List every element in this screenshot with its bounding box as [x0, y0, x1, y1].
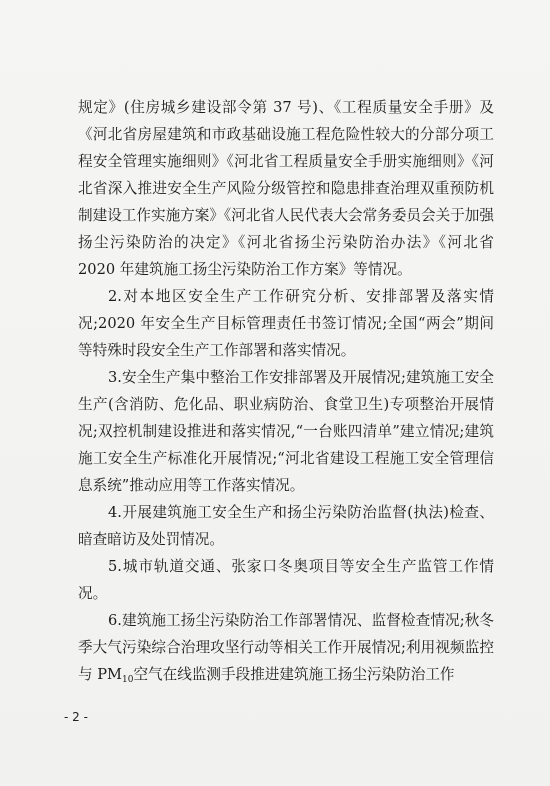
- paragraph-item-6: [78, 607, 494, 688]
- paragraph-item-2: 2.对本地区安全生产工作研究分析、安排部署及落实情况;2020 年安全生产目标管理责任书签订情况;全国“两会”期间等特殊时段安全生产工作部署和落实情况。: [78, 288, 494, 359]
- paragraph-regulations-list: 规定》(住房城乡建设部令第 37 号)、《工程质量安全手册》及《河北省房屋建筑和市政基础设施工程危险性较大的分部分项工程安全管理实施细则》《河北省工程质量安全手册实施细则》《河北省深入推进安全生产风险分级管控和隐患排查治理双重预防机制建设工作实施方案》《河北省人民代表大会常务委员会关于加强扬尘污染防治的决定》《河北省扬尘污染防治办法》《河北省 2020 年建筑施工扬尘污染防治工作方案》等情况。: [78, 99, 494, 278]
- paragraph-item-4: 4.开展建筑施工安全生产和扬尘污染防治监督(执法)检查、暗查暗访及处罚情况。: [78, 504, 494, 548]
- page-number: - 2 -: [64, 710, 88, 724]
- paragraph-item-6-text-before: 6.建筑施工扬尘污染防治工作部署情况、监督检查情况;秋冬季大气污染综合治理攻坚行动等相关工作开展情况;利用视频监控与: [78, 612, 494, 683]
- paragraph-item-5: 5.城市轨道交通、张家口冬奥项目等安全生产监管工作情况。: [78, 558, 494, 602]
- paragraph-item-6-text-after: 空气在线监测手段推进建筑施工扬尘污染防治工作: [133, 666, 455, 683]
- document-body: [78, 94, 494, 688]
- paragraph-item-3: 3.安全生产集中整治工作安排部署及开展情况;建筑施工安全生产(含消防、危化品、职业病防治、食堂卫生)专项整治开展情况;双控机制建设推进和落实情况,“一台账四清单”建立情况;建筑施工安全生产标准化开展情况;“河北省建设工程施工安全管理信息系统”推动应用等工作落实情况。: [78, 369, 494, 494]
- pm-label: PM: [97, 666, 122, 683]
- pm10-term: [97, 666, 133, 683]
- pm-subscript: 10: [122, 675, 134, 685]
